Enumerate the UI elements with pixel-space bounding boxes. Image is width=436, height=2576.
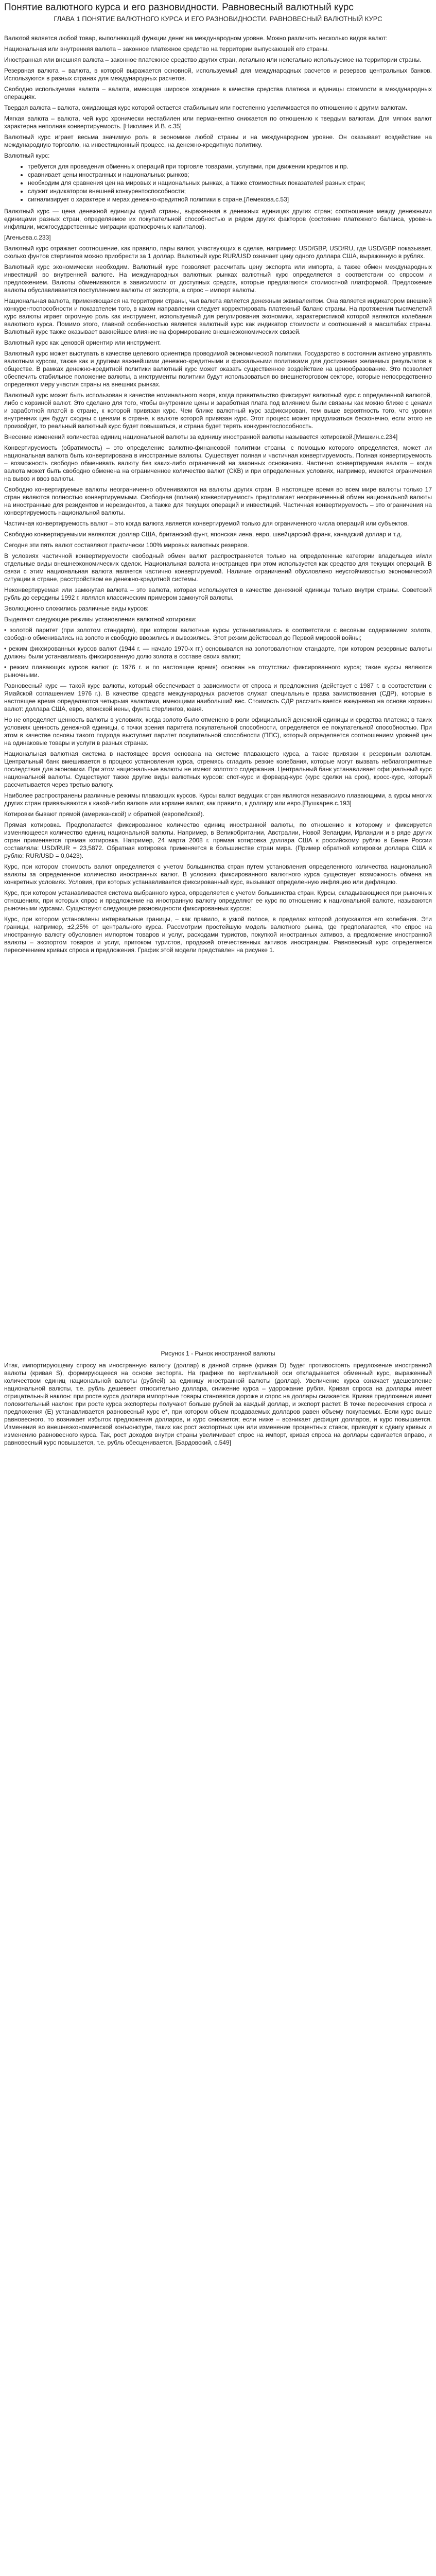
- paragraph: Валютный курс как ценовой ориентир или инструмент.: [4, 339, 161, 346]
- paragraph: Курс, при котором установлены интервальные границы, – как правило, в узкой полосе, в пределах которой допускаются его колебания. Эти границы, например, ±2,25% от центрального курса. Рассмотрим простейшую модель валютного рынка, где предполагается, что спрос на иностранную валюту обусловлен импортом товаров и услуг, расходами туристов, покупкой иностранных активов, а предложение иностранной валюты – экспортом товаров и услуг, притоком туристов, продажей отечественных активов иностранцам. Равновесный курс определяется пересечением кривых спроса и предложения. График этой модели представлен на рисунке 1.: [4, 916, 432, 954]
- paragraph: Свободно конвертируемые валюты неограниченно обмениваются на валюты других стран. В настоящее время во всем мире валюты только 17 стран являются полностью конвертируемыми. Свободная (полная) конвертируемость предполагает неограниченный обмен национальной валюты на иностранные для резидентов и нерезидентов, а также для текущих операций и инвестиций. Частичная конвертируемость – это ограничения на конвертируемость национальной валюты.: [4, 486, 432, 516]
- paragraph: Частичная конвертируемость валют – это когда валюта является конвертируемой только для ограниченного числа операций или субъектов.: [4, 520, 409, 527]
- paragraph: Валютный курс играет весьма значимую роль в экономике любой страны и на международном уровне. Он оказывает воздействие на международную торговлю, на инвестиционный процесс, на денежно-кредитную политику.: [4, 133, 432, 148]
- paragraph: Твердая валюта – валюта, ожидающая курс которой остается стабильным или постепенно увеличивается по отношению к другим валютам.: [4, 104, 408, 111]
- chapter-heading: ГЛАВА 1 ПОНЯТИЕ ВАЛЮТНОГО КУРСА И ЕГО РАЗНОВИДНОСТИ. РАВНОВЕСНЫЙ ВАЛЮТНЫЙ КУРС: [54, 15, 382, 23]
- paragraph: В условиях частичной конвертируемости свободный обмен валют распространяется только на определенные категории владельцев и/или отдельные виды внешнеэкономических сделок. Национальная валюта иностранцев при этом используется как средство для текущих операций. В связи с этим национальная валюта является частично конвертируемой. Наличие ограничений обусловлено неустойчивостью экономической ситуации в стране, расстройством ее денежно-кредитной системы.: [4, 552, 432, 583]
- paragraph: Внесение изменений количества единиц национальной валюты за единицу иностранной валюты называется котировкой.[Мишкин.с.234]: [4, 433, 398, 440]
- paragraph: [Агеньева.с.233]: [4, 234, 51, 241]
- section-intro: [4, 35, 432, 160]
- paragraph: Эволюционно сложились различные виды курсов:: [4, 605, 149, 612]
- paragraph: Валютой является любой товар, выполняющий функции денег на международном уровне. Можно различить несколько видов валют:: [4, 35, 388, 42]
- figure-image-placeholder: [7, 975, 429, 1346]
- paragraph: Свободно конвертируемыми являются: доллар США, британский фунт, японская иена, евро, швейцарский франк, канадский доллар и т.д.: [4, 531, 403, 538]
- figure: [4, 975, 432, 1346]
- paragraph: Курс, при котором устанавливается система выбранного курса, определяется с учетом большинства стран. Курсы, складывающиеся при рыночных отношениях, при которых спрос и предложение на иностранную валюту определяют ее курс по отношению к национальной валюте, называются рыночными курсами. Существуют следующие разновидности фиксированных курсов:: [4, 889, 432, 912]
- paragraph: Наиболее распространены различные режимы плавающих курсов. Курсы валют ведущих стран являются независимо плавающими, а курсы многих других стран привязываются к какой-либо валюте или корзине валют, как правило, к доллару или евро.[Пушкарев.с.193]: [4, 792, 432, 807]
- paragraph: Валютный курс может быть использован в качестве номинального якоря, когда правительство фиксирует валютный курс с определенной валютой, либо с корзиной валют. Это сделано для того, чтобы внутренние цены и заработная плата под влиянием были связаны как можно ближе с ценами и заработной платой в стране, к которой привязан курс. Чем ближе валютный курс зафиксирован, тем выше вероятность того, что уровни внутренних цен будут сходны с ценами в стране, к валюте которой привязан курс. Этот процесс может продолжаться бесконечно, если этого не произойдет, то реальный валютный курс будет повышаться, и страна будет терять конкурентоспособность.: [4, 392, 432, 430]
- paragraph: Валютный курс:: [4, 152, 50, 159]
- paragraph: Валютный курс экономически необходим. Валютный курс позволяет рассчитать цену экспорта или импорта, а также обмен международных инвестиций во внутренней валюте. На международных валютных рынках валютный курс определяется в соответствии со спросом и предложением. Валюты обмениваются в зависимости от доступных средств, которые предлагаются стоимостной платформой. Предложение валюты обуславливается поступлением валюты от экспорта, а спрос – импорт валюты.: [4, 263, 432, 294]
- list-item: • необходим для сравнения цен на мировых и национальных рынках, а также стоимостных показателей разных стран;: [28, 179, 432, 187]
- paragraph: Национальная валютная система в настоящее время основана на системе плавающего курса, а также привязки к резервным валютам. Центральный банк вмешивается в процесс установления курса, стремясь сгладить резкие колебания, которые могут вызвать неблагоприятные последствия для экономики. При этом национальные валюты не имеют золотого содержания. Центральный банк устанавливает официальный курс национальной валюты. Существуют также другие виды валютных курсов: спот-курс и форвард-курс (курс сделки на срок), кросс-курс, который рассчитывается через третью валюту.: [4, 750, 432, 788]
- paragraph: • режим плавающих курсов валют (с 1976 г. и по настоящее время) основан на отсутствии фиксированного курса; такие курсы являются рыночными.: [4, 664, 432, 679]
- paragraph: Сегодня эти пять валют составляют практически 100% мировых валютных резервов.: [4, 541, 249, 549]
- paragraph: Итак, импортирующему спросу на иностранную валюту (доллар) в данной стране (кривая D) будет противостоять предложение иностранной валюты (кривая S), формирующееся на основе экспорта. На графике по вертикальной оси откладывается обменный курс, выраженный количеством единиц национальной валюты (рублей) за единицу иностранной валюты (доллар). Увеличение курса означает удешевление национальной валюты, т.е. рубль дешевеет относительно доллара, снижение курса – удорожание рубля. Кривая спроса на доллары имеет отрицательный наклон: при росте курса доллара импортные товары становятся дороже и спрос на доллары снижается. Кривая предложения имеет положительный наклон: при росте курса экспортеры получают больше рублей за каждый доллар, и экспорт растет. В точке пересечения спроса и предложения (E) устанавливается равновесный курс e*, при котором объем продаваемых долларов равен объему покупаемых. Если курс выше равновесного, то возникает избыток предложения долларов, и курс снижается; если ниже – возникает дефицит долларов, и курс повышается. Изменения во внешнеэкономической конъюнктуре, таких как рост экспортных цен или изменение процентных ставок, приводят к сдвигу кривых и изменению равновесного курса. Так, рост доходов внутри страны увеличивает спрос на импорт, кривая спроса на доллары сдвигается вправо, и равновесный курс повышается, т.е. рубль обесценивается. [Бардовский, с.549]: [4, 1362, 432, 1446]
- bullet-list: [4, 163, 432, 204]
- paragraph: Равновесный курс — такой курс валюты, который обеспечивает в зависимости от спроса и предложения (действует с 1987 г. в соответствии с Ямайской соглашением 1976 г.). В качестве средств международных расчетов служат специальные права заимствования (СДР), которые в настоящее время определяются четырьмя валютами, имеющими наибольший вес. Стоимость СДР рассчитывается ежедневно на основе корзины валют: доллара США, евро, японской иены, фунта стерлингов, юаня.: [4, 682, 432, 713]
- paragraph: Валютный курс — цена денежной единицы одной страны, выраженная в денежных единицах других стран; соотношение между денежными единицами разных стран, определяемое их покупательной способностью и рядом других факторов (состояние платежного баланса, уровень инфляции, межгосударственные миграции краткосрочных капиталов).: [4, 208, 432, 230]
- list-item: • сравнивает цены иностранных и национальных рынков;: [28, 171, 432, 179]
- paragraph: Валютный курс отражает соотношение, как правило, пары валют, участвующих в сделке, например: USD/GBP, USD/RU, где USD/GBP показывает, сколько фунтов стерлингов можно приобрести за 1 доллар. Валютный курс RUR/USD означает цену одного доллара США, выраженную в рублях.: [4, 245, 432, 260]
- paragraph: Резервная валюта – валюта, в которой выражается основной, используемый для международных расчетов и резервов центральных банков. Используются в разных странах для международных расчетов.: [4, 67, 432, 82]
- paragraph: Конвертируемость (обратимость) – это определение валютно-финансовой политики страны, с помощью которого определяется, может ли национальная валюта быть конвертирована в иностранные валюты. Существует полная и частичная конвертируемость. Полная конвертируемость – возможность свободно обменивать валюту без каких-либо ограничений на законных основаниях. Частично конвертируемая валюта – когда валюта может быть свободно обменена на ограниченное количество валют (СКВ) и при определенных условиях, например, имеются ограничения на вывоз и ввоз валюты.: [4, 444, 432, 482]
- paragraph: Неконвертируемая или замкнутая валюта – это валюта, которая используется в качестве денежной единицы только внутри страны. Советский рубль до середины 1992 г. являлся классическим примером замкнутой валюты.: [4, 586, 432, 601]
- section-body: [4, 208, 432, 954]
- paragraph: Валютный курс может выступать в качестве целевого ориентира проводимой экономической политики. Государство в состоянии активно управлять валютным курсом, также как и другими важнейшими денежно-кредитными и фискальными политиками для достижения желаемых результатов в обществе. В рамках денежно-кредитной политики валютный курс может оказать существенное воздействие на ценообразование. Это позволяет обеспечить стабильное положение валюты, а инструменты политики будут использоваться во внешнеторговом секторе, которые непосредственно определяют меру участия страны на внешних рынках.: [4, 350, 432, 388]
- list-item: • служит индикатором внешней конкурентоспособности;: [28, 188, 432, 195]
- paragraph: Но не определяет ценность валюты в условиях, когда золото было отменено в роли официальной денежной единицы и средства платежа; в таких условиях ценность денежной единицы, с точки зрения паритета покупательной способности, определяется ее покупательной способностью. При этом в качестве основы такого подхода выступает паритет покупательной способности (ППС), который определяется соотношением уровней цен на одинаковые товары и услуги в разных странах.: [4, 716, 432, 747]
- paragraph: • режим фиксированных курсов валют (1944 г. — начало 1970-х гг.) основывался на золотовалютном стандарте, при котором резервные валюты должны были устанавливать фиксированную долю золота в составе своих валют;: [4, 645, 432, 660]
- figure-caption: Рисунок 1 - Рынок иностранной валюты: [161, 1350, 275, 1357]
- paragraph: • золотой паритет (при золотом стандарте), при котором валютные курсы устанавливались в соответствии с весовым содержанием золота, свободно обменивались на золото и свободно ввозились и вывозились. Этот режим действовал до Первой мировой войны;: [4, 626, 432, 641]
- paragraph: Выделяют следующие режимы установления валютной котировки:: [4, 616, 197, 623]
- paragraph: Иностранная или внешняя валюта – законное платежное средство других стран, легально или нелегально используемое на территории страны.: [4, 56, 422, 63]
- paragraph: Мягкая валюта – валюта, чей курс хронически нестабилен или перманентно снижается по отношению к твердым валютам. Для мягких валют характерна неполная конвертируемость. [Николаев И.В. с.35]: [4, 115, 432, 130]
- list-item: • требуется для проведения обменных операций при торговле товарами, услугами, при движении кредитов и пр.: [28, 163, 432, 171]
- list-item: • сигнализирует о характере и мерах денежно-кредитной политики в стране.[Лемехова.с.53]: [28, 196, 432, 204]
- section-conclusion: [4, 1362, 432, 1447]
- page-title: Понятие валютного курса и его разновидности. Равновесный валютный курс: [4, 2, 354, 13]
- paragraph: Прямая котировка. Предполагается фиксированное количество единиц иностранной валюты, по отношению к которому и фиксируется изменяющееся количество единиц национальной валюты. Например, в Великобритании, Австралии, Новой Зеландии, Ирландии и в ряде других стран применяется прямая котировка. Например, 24 марта 2008 г. прямая котировка доллара США к российскому рублю в Банке России составляла: USD/RUR = 23,5872. Обратная котировка применяется в большинстве стран мира. (Пример обратной котировки доллара США к рублю: RUR/USD = 0,0423).: [4, 821, 432, 859]
- paragraph: Национальная или внутренняя валюта – законное платежное средство на территории выпускающей его страны.: [4, 45, 329, 53]
- paragraph: Свободно используемая валюта – валюта, имеющая широкое хождение в качестве средства платежа и единицы стоимости в международных операциях.: [4, 86, 432, 100]
- paragraph: Национальная валюта, применяющаяся на территории страны, чья валюта является денежным эквивалентом. Она является индикатором внешней конкурентоспособности и показателем того, в каком направлении следует корректировать платежный баланс страны. На протяжении тысячелетий курс валюты играет огромную роль как инструмент, используемый для регулирования экономики, характеристикой которой являются колебания валютного курса. Помимо этого, главной особенностью является валютный курс как индикатор стоимости и соотношений в масштабах страны. Валютный курс также оказывает важнейшее влияние на формирование внешнеэкономических связей.: [4, 297, 432, 335]
- paragraph: Котировки бывают прямой (американской) и обратной (европейской).: [4, 810, 204, 818]
- paragraph: Курс, при котором стоимость валют определяется с учетом большинства стран путем установления определенного количества национальной валюты за определенное количество иностранных валют. В условиях фиксированного валютного курса существует возможность обмена на конкретных условиях. Условия, при которых устанавливается фиксированный курс, вызывают определенную инфляцию или дефляцию.: [4, 863, 432, 886]
